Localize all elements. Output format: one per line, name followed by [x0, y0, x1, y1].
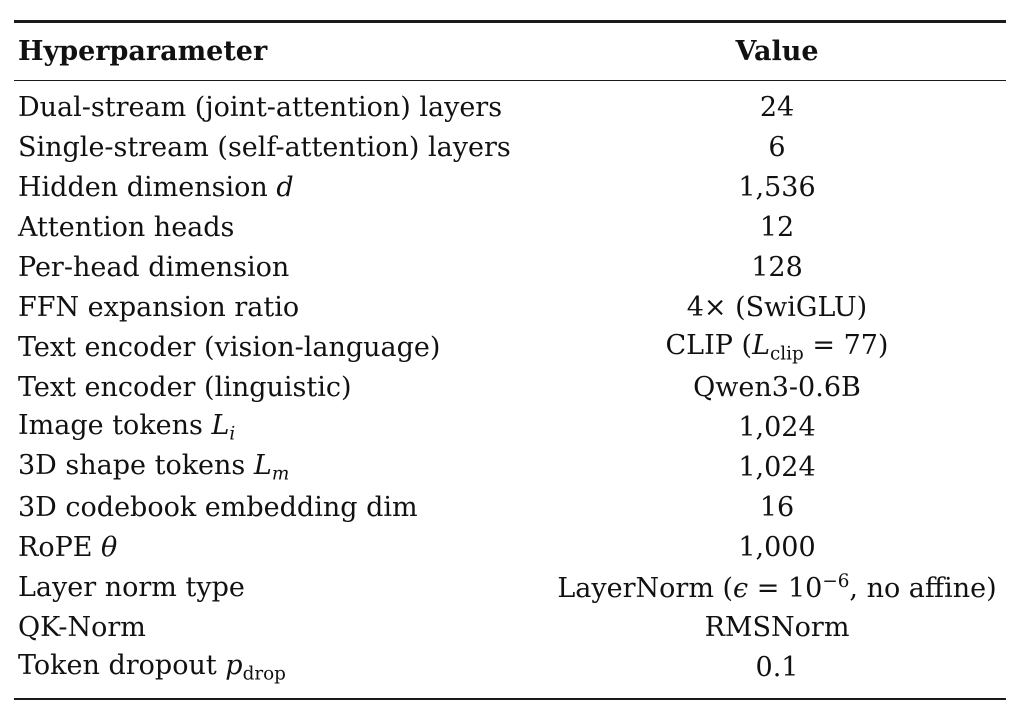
param-value: 12: [759, 212, 795, 244]
table-row: [14, 368, 1006, 408]
param-value: CLIP $(L_{clip} = 77)$: [665, 330, 889, 365]
param-name: Text encoder (vision-language): [18, 332, 441, 364]
param-name: Per-head dimension: [18, 252, 290, 284]
table-row: [14, 408, 1006, 448]
table-row: [14, 128, 1006, 168]
param-name: Image tokens $L_i$: [18, 410, 236, 445]
param-value: 6: [768, 132, 786, 164]
header-value: Value: [735, 35, 819, 67]
param-name: RoPE θ: [18, 532, 118, 564]
param-name: Attention heads: [18, 212, 235, 244]
header-hyperparameter: Hyperparameter: [18, 35, 268, 67]
param-name: Hidden dimension d: [18, 172, 294, 204]
param-value: 16: [759, 492, 795, 524]
table-row: [14, 568, 1006, 608]
table-row: [14, 648, 1006, 688]
param-name: Layer norm type: [18, 572, 245, 604]
param-name: Single-stream (self-attention) layers: [18, 132, 511, 164]
table-row: [14, 528, 1006, 568]
param-name: 3D codebook embedding dim: [18, 492, 418, 524]
param-value: 0.1: [755, 652, 799, 684]
hyperparameter-table: [14, 20, 1006, 700]
param-value: 4× (SwiGLU): [686, 292, 868, 324]
table-row: [14, 88, 1006, 128]
table-row: [14, 208, 1006, 248]
header-rule: [14, 80, 1006, 81]
table-row: [14, 168, 1006, 208]
table-row: [14, 248, 1006, 288]
param-name: QK-Norm: [18, 612, 146, 644]
param-value: RMSNorm: [704, 612, 850, 644]
param-name: 3D shape tokens $L_m$: [18, 450, 290, 485]
table-header-row: [14, 23, 1006, 80]
param-name: FFN expansion ratio: [18, 292, 300, 324]
table-row: [14, 448, 1006, 488]
param-value: 1,000: [738, 532, 816, 564]
param-value: 1,536: [738, 172, 816, 204]
param-value: 1,024: [738, 452, 816, 484]
param-value: LayerNorm ($\epsilon = 10^{-6}$, no affine): [557, 571, 997, 605]
table-row: [14, 288, 1006, 328]
table-row: [14, 488, 1006, 528]
param-value: 1,024: [738, 412, 816, 444]
table-row: [14, 328, 1006, 368]
param-name: Text encoder (linguistic): [18, 372, 352, 404]
table-row: [14, 608, 1006, 648]
param-value: 128: [751, 252, 803, 284]
param-name: Token dropout $p_{drop}$: [18, 650, 286, 685]
param-name: Dual-stream (joint-attention) layers: [18, 92, 503, 124]
param-value: Qwen3-0.6B: [693, 372, 861, 404]
param-value: 24: [759, 92, 795, 124]
bottom-rule: [14, 698, 1006, 701]
